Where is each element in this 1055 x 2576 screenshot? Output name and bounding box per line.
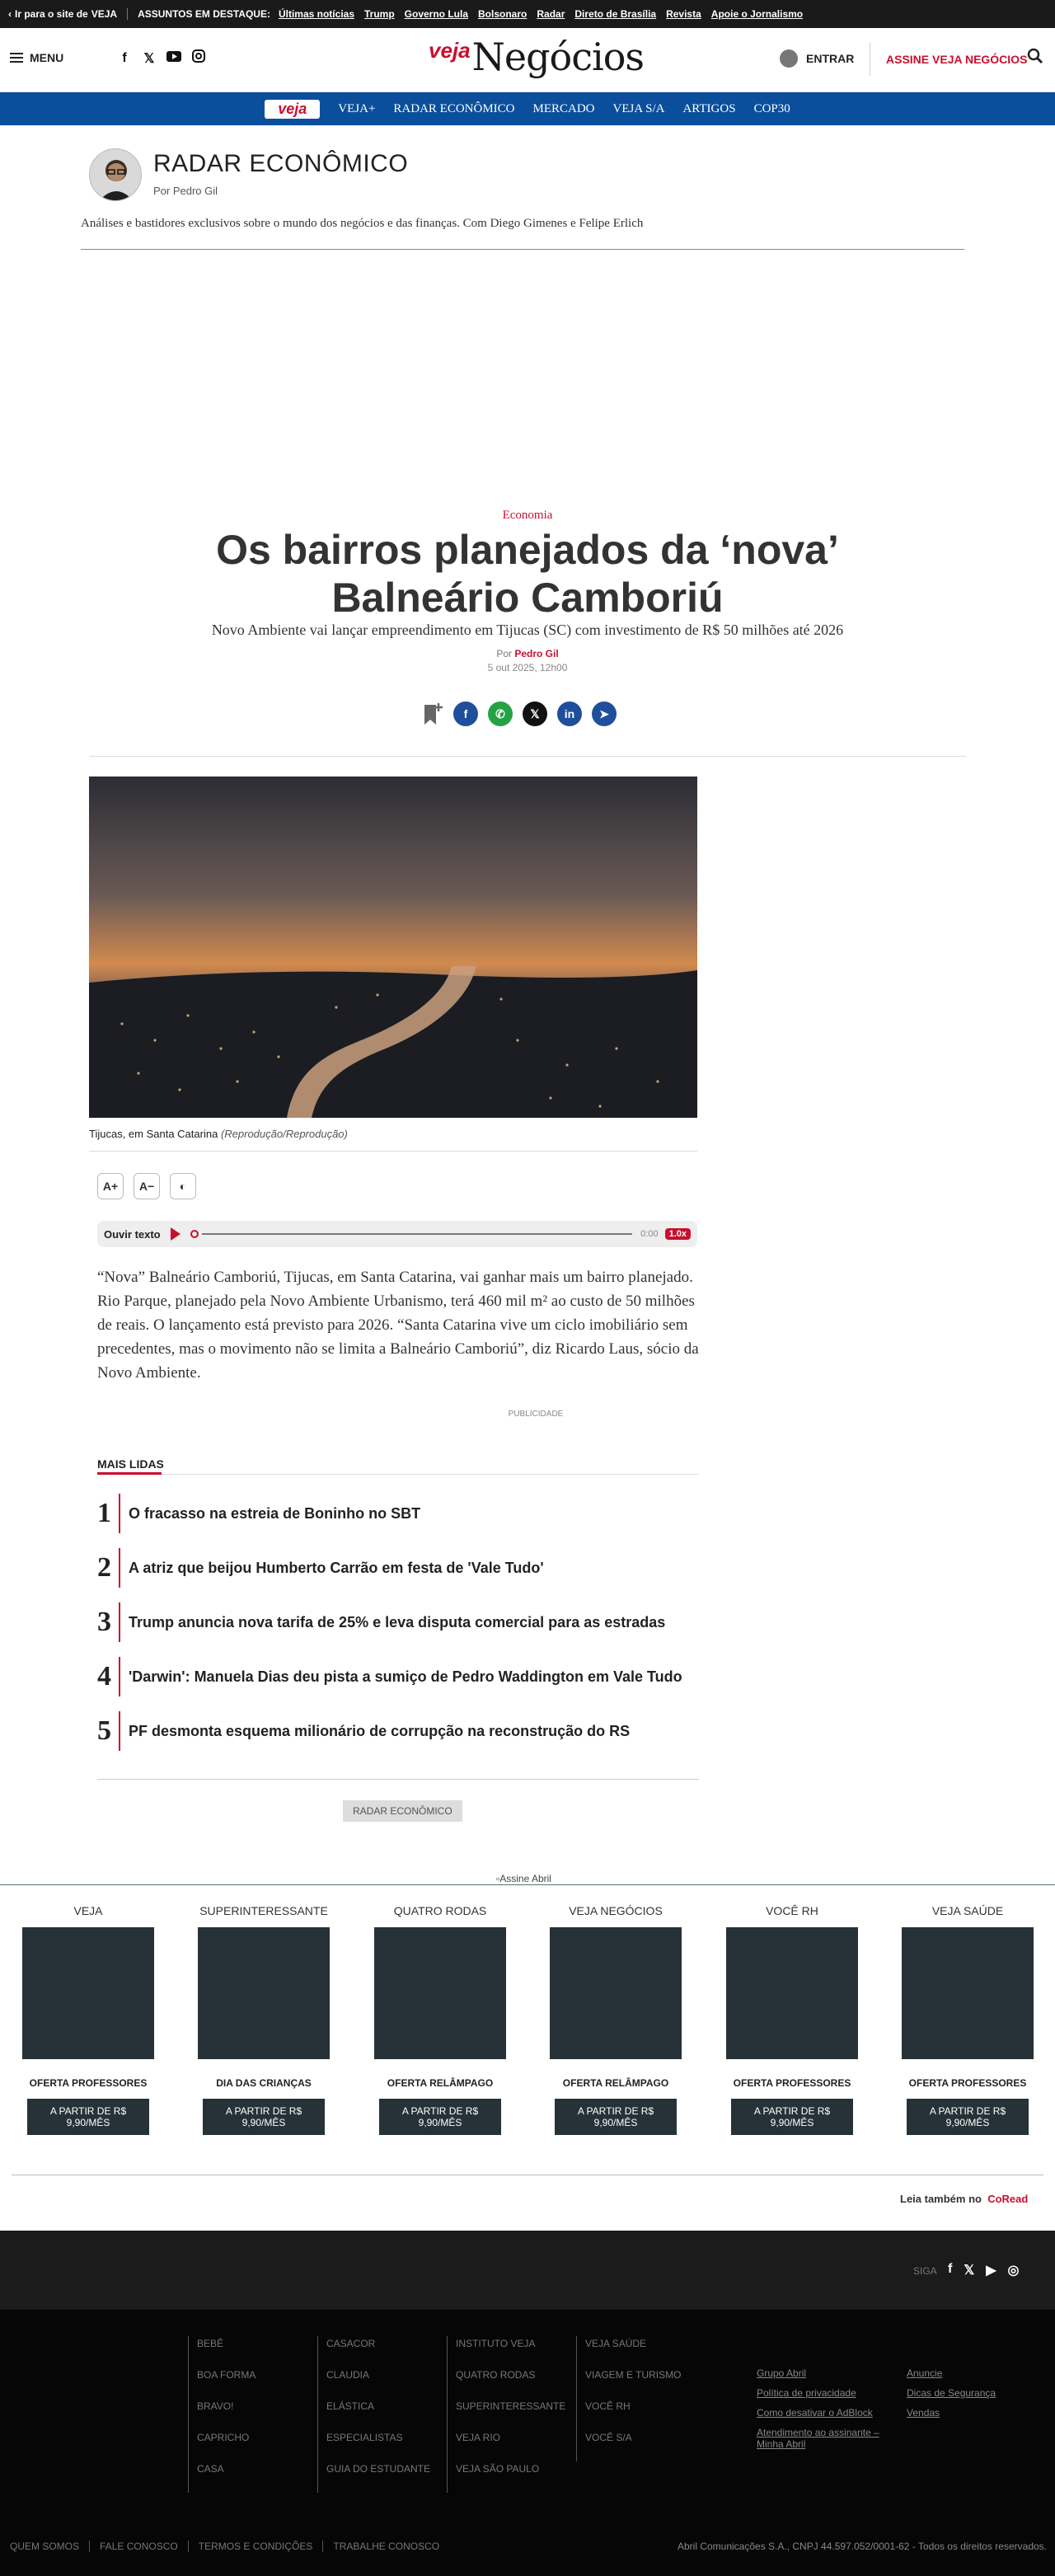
site-header: [0, 28, 1055, 92]
divider: [0, 1884, 1055, 1885]
play-icon[interactable]: [171, 1227, 181, 1241]
offer-card: [22, 1904, 154, 2135]
offer-magazine: VEJA NEGÓCIOS: [569, 1904, 663, 1917]
offer-card: [902, 1904, 1034, 2135]
footer-links: [757, 2367, 880, 2458]
rank-number: 3: [97, 1607, 111, 1637]
site-logo[interactable]: [429, 35, 644, 79]
heading-underline: [97, 1472, 162, 1475]
footer-link[interactable]: SUPERINTERESSANTE: [456, 2400, 566, 2412]
font-increase-button[interactable]: A+: [97, 1173, 124, 1199]
most-read: [97, 1457, 699, 1746]
divider: [89, 756, 966, 757]
login-label: ENTRAR: [806, 52, 855, 65]
image-caption: [89, 1128, 348, 1140]
offer-label: OFERTA PROFESSORES: [29, 2077, 148, 2089]
x-icon[interactable]: 𝕏: [143, 51, 155, 66]
offer-card: [550, 1904, 682, 2135]
offer-image[interactable]: [550, 1927, 682, 2059]
ad-label: PUBLICIDADE: [508, 1410, 564, 1419]
divider: [89, 1151, 697, 1152]
rank-number: 2: [97, 1552, 111, 1583]
chevron-left-icon: ‹: [8, 8, 12, 20]
highlight-link[interactable]: Revista: [666, 8, 701, 20]
rank-number: 5: [97, 1715, 111, 1746]
divider: [81, 249, 964, 250]
nav-item[interactable]: VEJA S/A: [612, 101, 665, 115]
x-icon[interactable]: 𝕏: [964, 2264, 975, 2278]
footer-column: [447, 2336, 565, 2493]
footer-link[interactable]: VEJA SÃO PAULO: [456, 2463, 540, 2475]
author-avatar[interactable]: [89, 148, 142, 201]
most-read-title[interactable]: A atriz que beijou Humberto Carrão em festa de 'Vale Tudo': [129, 1559, 544, 1576]
offer-card: [374, 1904, 506, 2135]
offer-card: [198, 1904, 330, 2135]
offer-button[interactable]: A PARTIR DE R$ 9,90/MÊS: [27, 2099, 149, 2135]
article-body: “Nova” Balneário Camboriú, Tijucas, em Santa Catarina, vai ganhar mais um bairro planejado. Rio Parque, planejado pela Novo Ambiente Urbanismo, terá 460 mil m² ao custo de 50 milhões de reais. O lançamento está previsto para 2026. “Santa Catarina vive um ciclo imobiliário sem precedentes, mas o movimento não se limita a Balneário Camboriú”, diz Ricardo Laus, sócio da Novo Ambiente.: [97, 1269, 699, 1382]
social-links: [117, 49, 206, 67]
nav-item[interactable]: MERCADO: [532, 101, 595, 115]
offer-label: DIA DAS CRIANÇAS: [216, 2077, 312, 2089]
footer-link[interactable]: Política de privacidade: [757, 2387, 856, 2399]
back-brand: VEJA: [91, 8, 118, 20]
speed-button[interactable]: 1.0x: [665, 1228, 691, 1240]
offer-magazine: QUATRO RODAS: [393, 1904, 487, 1917]
highlight-link[interactable]: Direto de Brasília: [574, 8, 657, 20]
whatsapp-icon[interactable]: ✆: [488, 701, 513, 726]
divider: [127, 8, 128, 20]
telegram-icon[interactable]: ➤: [592, 701, 617, 726]
footer-link[interactable]: Atendimento ao assinante – Minha Abril: [757, 2427, 879, 2450]
footer-link[interactable]: VOCÊ RH: [585, 2400, 631, 2412]
column-description: Análises e bastidores exclusivos sobre o mundo dos negócios e das finanças. Com Diego Gimenes e Felipe Erlich: [81, 217, 644, 230]
footer-link[interactable]: GUIA DO ESTUDANTE: [326, 2463, 431, 2475]
footer-link[interactable]: Como desativar o AdBlock: [757, 2407, 873, 2419]
facebook-icon[interactable]: f: [122, 50, 127, 65]
follow-label: SIGA: [913, 2265, 937, 2277]
footer-link[interactable]: TERMOS E CONDIÇÕES: [198, 2541, 313, 2552]
highlight-link[interactable]: Trump: [364, 8, 395, 20]
offer-card: [726, 1904, 858, 2135]
coread-logo[interactable]: CoRead: [987, 2193, 1029, 2205]
footer: [0, 2310, 1055, 2576]
footer-link[interactable]: QUEM SOMOS: [10, 2541, 80, 2552]
footer-link[interactable]: ELÁSTICA: [326, 2400, 375, 2412]
offer-button[interactable]: A PARTIR DE R$ 9,90/MÊS: [907, 2099, 1029, 2135]
footer-link[interactable]: Vendas: [907, 2407, 940, 2419]
abril-label: [493, 1873, 555, 1884]
offer-button[interactable]: A PARTIR DE R$ 9,90/MÊS: [731, 2099, 853, 2135]
offer-label: OFERTA RELÂMPAGO: [562, 2077, 669, 2089]
progress-handle[interactable]: [190, 1230, 199, 1238]
byline-prefix: Por: [496, 648, 515, 659]
footer-link[interactable]: BRAVO!: [197, 2400, 234, 2412]
login-button[interactable]: [780, 49, 854, 68]
column-title[interactable]: RADAR ECONÔMICO: [153, 150, 409, 177]
abril-label-text: Assine Abril: [499, 1873, 551, 1884]
nav-item[interactable]: RADAR ECONÔMICO: [393, 101, 515, 115]
offer-image[interactable]: [22, 1927, 154, 2059]
footer-link[interactable]: BOA FORMA: [197, 2369, 256, 2381]
article-tag[interactable]: RADAR ECONÔMICO: [343, 1800, 462, 1822]
highlight-link[interactable]: Apoie o Jornalismo: [710, 8, 804, 20]
offer-magazine: VEJA SAÚDE: [931, 1904, 1004, 1917]
highlight-link[interactable]: Últimas notícias: [278, 8, 354, 20]
footer-link[interactable]: QUATRO RODAS: [456, 2369, 536, 2381]
broken-image-icon: ▫: [496, 1873, 500, 1884]
most-read-title[interactable]: Trump anuncia nova tarifa de 25% e leva disputa comercial para as estradas: [129, 1613, 666, 1631]
contrast-icon[interactable]: ◐: [170, 1173, 196, 1199]
footer-link[interactable]: CLAUDIA: [326, 2369, 370, 2381]
article-subtitle: Novo Ambiente vai lançar empreendimento em Tijucas (SC) com investimento de R$ 50 milhões até 2026: [211, 622, 844, 638]
rank-number: 1: [97, 1498, 111, 1528]
search-icon[interactable]: [1027, 48, 1043, 64]
top-bar: [0, 0, 1055, 28]
caption-text: Tijucas, em Santa Catarina: [89, 1128, 221, 1140]
nav-item[interactable]: VEJA+: [338, 101, 376, 115]
offer-image[interactable]: [726, 1927, 858, 2059]
most-read-item[interactable]: [97, 1657, 682, 1696]
most-read-title[interactable]: PF desmonta esquema milionário de corrupção na reconstrução do RS: [129, 1722, 631, 1739]
highlight-link[interactable]: Radar: [537, 8, 565, 20]
article-category[interactable]: Economia: [502, 509, 553, 522]
column-byline: Por Pedro Gil: [153, 185, 218, 197]
player-time: 0:00: [640, 1229, 659, 1239]
nav-item[interactable]: COP30: [753, 101, 790, 115]
x-icon[interactable]: 𝕏: [523, 701, 547, 726]
youtube-icon[interactable]: ▶: [986, 2264, 996, 2278]
footer-link[interactable]: Grupo Abril: [757, 2367, 807, 2379]
highlights-label: ASSUNTOS EM DESTAQUE:: [138, 8, 270, 20]
most-read-item[interactable]: [97, 1711, 630, 1751]
footer-link[interactable]: CASACOR: [326, 2338, 376, 2349]
footer-link[interactable]: ESPECIALISTAS: [326, 2432, 403, 2443]
footer-link[interactable]: VEJA RIO: [456, 2432, 501, 2443]
bookmark-icon[interactable]: [422, 701, 443, 726]
offer-image[interactable]: [198, 1927, 330, 2059]
offer-label: OFERTA PROFESSORES: [908, 2077, 1027, 2089]
article-byline: [0, 648, 1055, 659]
footer-link[interactable]: CASA: [197, 2463, 224, 2475]
offer-image[interactable]: [374, 1927, 506, 2059]
divider: [97, 1474, 699, 1475]
progress-track[interactable]: [202, 1233, 633, 1235]
most-read-title[interactable]: 'Darwin': Manuela Dias deu pista a sumiço de Pedro Waddington em Vale Tudo: [129, 1668, 682, 1685]
logo-veja: veja: [429, 38, 471, 63]
offer-magazine: VOCÊ RH: [766, 1904, 818, 1917]
read-also[interactable]: [900, 2193, 1028, 2205]
veja-logo[interactable]: veja: [265, 100, 320, 119]
most-read-item[interactable]: [97, 1602, 665, 1642]
footer-bottom-links: [10, 2541, 439, 2552]
offer-magazine: SUPERINTERESSANTE: [199, 1904, 328, 1917]
offer-button[interactable]: A PARTIR DE R$ 9,90/MÊS: [555, 2099, 677, 2135]
footer-links: [907, 2367, 1030, 2427]
footer-link[interactable]: FALE CONOSCO: [100, 2541, 178, 2552]
read-also-prefix: Leia também no: [900, 2193, 982, 2205]
article-image: [89, 777, 697, 1118]
offer-button[interactable]: A PARTIR DE R$ 9,90/MÊS: [379, 2099, 501, 2135]
instagram-icon[interactable]: [191, 49, 206, 67]
offer-image[interactable]: [902, 1927, 1034, 2059]
copyright: Abril Comunicações S.A., CNPJ 44.597.052/0001-62 - Todos os direitos reservados.: [677, 2541, 1047, 2552]
highlight-link[interactable]: Governo Lula: [404, 8, 469, 20]
footer-link[interactable]: VOCÊ S/A: [585, 2432, 632, 2443]
back-prefix: Ir para o site de: [15, 8, 88, 20]
footer-link[interactable]: Anuncie: [907, 2367, 943, 2379]
user-icon: [780, 49, 798, 68]
most-read-item[interactable]: [97, 1548, 544, 1588]
rank-number: 4: [97, 1661, 111, 1692]
author-link[interactable]: Pedro Gil: [514, 648, 559, 659]
footer-link[interactable]: CAPRICHO: [197, 2432, 250, 2443]
youtube-icon[interactable]: [166, 51, 181, 66]
footer-column: [576, 2336, 681, 2461]
back-to-veja-link[interactable]: [8, 8, 117, 20]
most-read-heading: MAIS LIDAS: [97, 1457, 164, 1471]
most-read-title[interactable]: O fracasso na estreia de Boninho no SBT: [129, 1504, 421, 1522]
footer-social-links: [948, 2262, 1020, 2278]
instagram-icon[interactable]: ◎: [1007, 2264, 1020, 2278]
footer-link[interactable]: BEBÊ: [197, 2338, 224, 2349]
highlight-link[interactable]: Bolsonaro: [478, 8, 528, 20]
caption-credit: (Reprodução/Reprodução): [220, 1128, 348, 1140]
offer-button[interactable]: A PARTIR DE R$ 9,90/MÊS: [203, 2099, 325, 2135]
listen-label: Ouvir texto: [104, 1227, 161, 1241]
subscribe-link[interactable]: ASSINE VEJA NEGÓCIOS: [886, 53, 1028, 66]
section-nav: [0, 92, 1055, 125]
footer-link[interactable]: TRABALHE CONOSCO: [333, 2541, 440, 2552]
logo-title: Negócios: [471, 35, 644, 79]
facebook-icon[interactable]: f: [948, 2262, 953, 2276]
nav-item[interactable]: ARTIGOS: [682, 101, 736, 115]
audio-player: [97, 1221, 697, 1247]
footer-column: [188, 2336, 256, 2493]
footer-column: [317, 2336, 430, 2493]
hamburger-icon: [10, 53, 23, 63]
article-date: 5 out 2025, 12h00: [487, 662, 568, 673]
footer-link[interactable]: Dicas de Segurança: [907, 2387, 996, 2399]
menu-button[interactable]: [10, 51, 63, 64]
most-read-item[interactable]: [97, 1494, 420, 1533]
offer-label: OFERTA PROFESSORES: [733, 2077, 851, 2089]
divider: [97, 1779, 699, 1780]
font-decrease-button[interactable]: A−: [134, 1173, 160, 1199]
footer-link[interactable]: INSTITUTO VEJA: [456, 2338, 536, 2349]
article-title: Os bairros planejados da ‘nova’ Balneário Camboriú: [216, 527, 839, 621]
offer-magazine: VEJA: [73, 1904, 103, 1917]
footer-link[interactable]: VIAGEM E TURISMO: [585, 2369, 682, 2381]
reading-tools: [97, 1173, 196, 1199]
footer-link[interactable]: VEJA SAÚDE: [585, 2338, 647, 2349]
linkedin-icon[interactable]: in: [557, 701, 582, 726]
footer-social: [0, 2231, 1055, 2310]
facebook-icon[interactable]: f: [453, 701, 478, 726]
share-bar: [422, 701, 617, 726]
offer-label: OFERTA RELÂMPAGO: [387, 2077, 494, 2089]
menu-label: MENU: [30, 51, 64, 64]
